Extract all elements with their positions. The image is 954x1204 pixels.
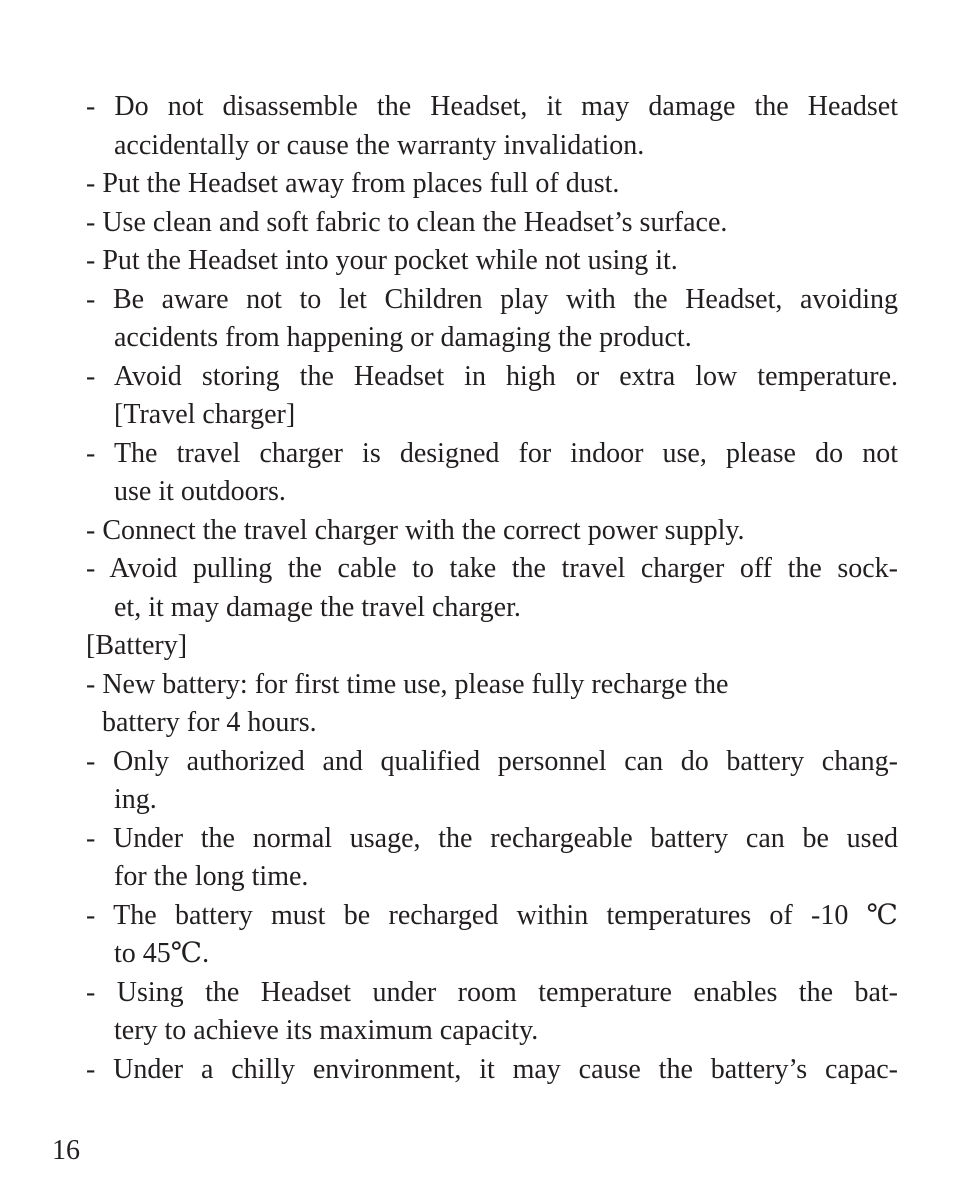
text-line: - Using the Headset under room temperature enables the bat- — [86, 976, 898, 1008]
text-line: accidents from happening or damaging the product. — [114, 322, 692, 353]
text-line: - Do not disassemble the Headset, it may damage the Headset — [86, 91, 898, 122]
text-line: - The battery must be recharged within temperatures of -10 ℃ — [86, 899, 898, 931]
text-line: battery for 4 hours. — [102, 707, 317, 738]
text-line: - Put the Headset into your pocket while not using it. — [86, 245, 678, 276]
text-line: - Be aware not to let Children play with the Headset, avoiding — [86, 283, 898, 315]
text-line: - New battery: for first time use, please fully recharge the — [86, 668, 729, 700]
text-line: et, it may damage the travel charger. — [114, 591, 521, 623]
text-line: - Under a chilly environment, it may cause the battery’s capac- — [86, 1053, 898, 1085]
text-line: accidentally or cause the warranty invalidation. — [114, 129, 645, 161]
page-number: 16 — [52, 1135, 80, 1166]
text-line: - Only authorized and qualified personnel can do battery chang- — [86, 745, 898, 777]
manual-text-block — [86, 88, 898, 1089]
text-line: - Put the Headset away from places full of dust. — [86, 168, 620, 199]
text-line: - Use clean and soft fabric to clean the Headset’s surface. — [86, 206, 728, 238]
text-line: ing. — [114, 784, 157, 815]
text-line: - Avoid storing the Headset in high or extra low temperature. — [86, 360, 898, 392]
text-line: to 45℃. — [114, 938, 210, 969]
text-line: - Connect the travel charger with the correct power supply. — [86, 514, 745, 546]
section-heading-battery: [Battery] — [86, 630, 188, 661]
section-heading-travel-charger: [Travel charger] — [114, 399, 296, 430]
text-line: - Avoid pulling the cable to take the travel charger off the sock- — [86, 553, 898, 584]
text-line: - Under the normal usage, the rechargeable battery can be used — [86, 822, 898, 854]
text-line: use it outdoors. — [114, 476, 286, 507]
text-line: for the long time. — [114, 861, 309, 892]
text-line: - The travel charger is designed for indoor use, please do not — [86, 437, 898, 469]
text-line: tery to achieve its maximum capacity. — [114, 1015, 539, 1046]
